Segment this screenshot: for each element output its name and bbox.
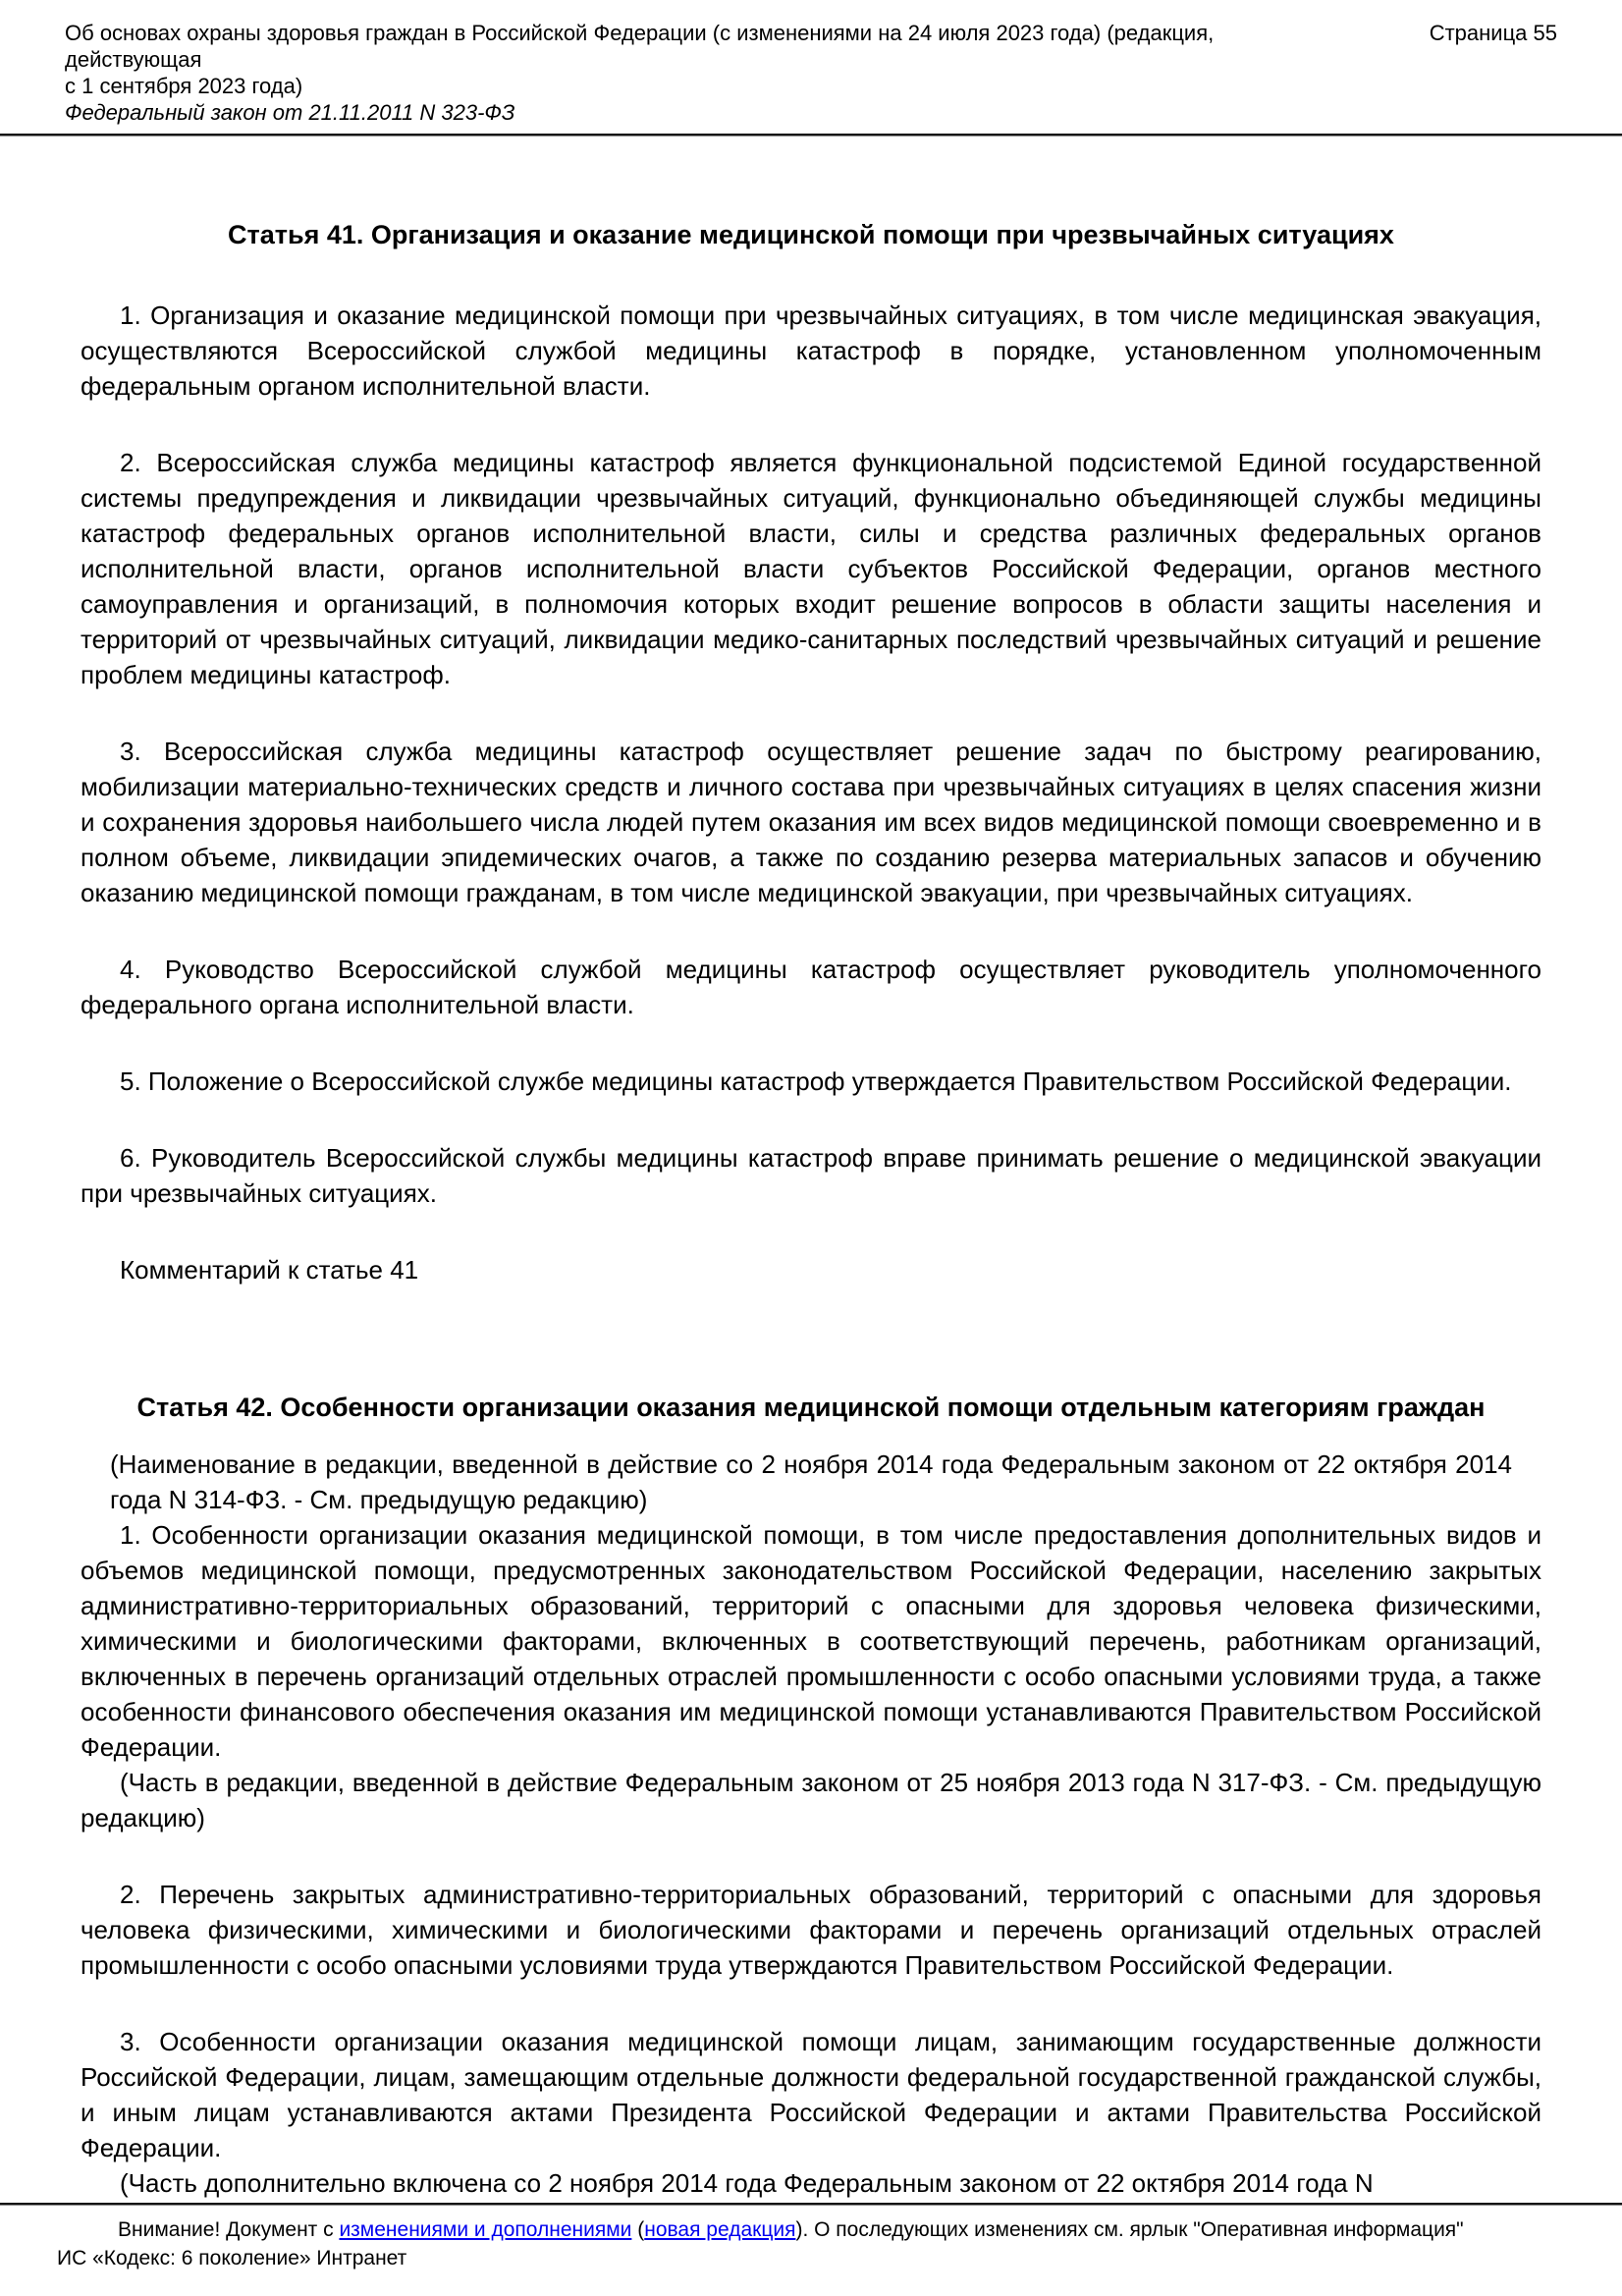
article-41-comment: Комментарий к статье 41 [120,1255,419,1285]
article-41-paragraph-2: 2. Всероссийская служба медицины катастроф является функциональной подсистемой Единой государственной системы предупреждения и ликвидации чрезвычайных ситуаций, функционально объединяющей службы медицины катастроф федеральных органов исполнительной власти, силы и средства различных федеральных органов исполнительной власти, органов исполнительной власти субъектов Российской Федерации, органов местного самоуправления и организаций, в полномочия которых входит решение вопросов в области защиты населения и территорий от чрезвычайных ситуаций, ликвидации медико-санитарных последствий чрезвычайных ситуаций и решение проблем медицины катастроф. [81,448,1541,689]
article-42-paragraph-3-note: (Часть дополнительно включена со 2 ноября 2014 года Федеральным законом от 22 октября 2014 года N [120,2168,1374,2198]
amendments-link[interactable]: изменениями и дополнениями [339,2218,632,2241]
article-42-paragraph-1-note: (Часть в редакции, введенной в действие Федеральным законом от 25 ноября 2013 года N 317-ФЗ. - См. предыдущую редакцию) [81,1768,1541,1832]
new-edition-link[interactable]: новая редакция [644,2218,796,2241]
page-number-label: Страница 55 [1429,21,1557,45]
article-41-paragraph-3: 3. Всероссийская служба медицины катастроф осуществляет решение задач по быстрому реагированию, мобилизации материально-технических средств и личного состава при чрезвычайных ситуациях в целях спасения жизни и сохранения здоровья наибольшего числа людей путем оказания им всех видов медицинской помощи своевременно и в полном объеме, ликвидации эпидемических очагов, а также по созданию резерва материальных запасов и обучению оказанию медицинской помощи гражданам, в том числе медицинской эвакуации, при чрезвычайных ситуациях. [81,737,1541,907]
article-41-paragraph-1: 1. Организация и оказание медицинской помощи при чрезвычайных ситуациях, в том числе медицинская эвакуация, осуществляются Всероссийской службой медицины катастроф в порядке, установленном уполномоченным федеральным органом исполнительной власти. [81,301,1541,401]
footer-notice-suffix: ). О последующих изменениях см. ярлык "Оперативная информация" [795,2218,1464,2241]
document-subtitle: Федеральный закон от 21.11.2011 N 323-ФЗ [65,100,515,125]
document-body [0,137,1622,2201]
article-42-title-note: (Наименование в редакции, введенной в действие со 2 ноября 2014 года Федеральным законом от 22 октября 2014 года N 314-ФЗ. - См. предыдущую редакцию) [110,1449,1512,1514]
article-42-paragraph-1: 1. Особенности организации оказания медицинской помощи, в том числе предоставления дополнительных видов и объемов медицинской помощи, предусмотренных законодательством Российской Федерации, населению закрытых административно-территориальных образований, территорий с опасными для здоровья человека физическими, химическими и биологическими факторами, включенных в соответствующий перечень, работникам организаций, включенных в перечень организаций отдельных отраслей промышленности с особо опасными условиями труда, а также особенности финансового обеспечения оказания им медицинской помощи устанавливаются Правительством Российской Федерации. [81,1520,1541,1762]
document-title-line1: Об основах охраны здоровья граждан в Российской Федерации (с изменениями на 24 июля 2023 года) (редакция, действующая [65,21,1215,72]
page-footer [0,2206,1622,2296]
footer-notice-mid: ( [631,2218,645,2241]
footer-notice-prefix: Внимание! Документ с [118,2218,340,2241]
footer-notice [57,2215,1565,2244]
article-41-paragraph-6: 6. Руководитель Всероссийской службы медицины катастроф вправе принимать решение о медицинской эвакуации при чрезвычайных ситуациях. [81,1143,1541,1208]
article-42-heading: Статья 42. Особенности организации оказания медицинской помощи отдельным категориям граждан [136,1393,1486,1422]
system-label: ИС «Кодекс: 6 поколение» Интранет [57,2247,407,2269]
article-42-paragraph-2: 2. Перечень закрытых административно-территориальных образований, территорий с опасными для здоровья человека физическими, химическими и биологическими факторами и перечень организаций отдельных отраслей промышленности с особо опасными условиями труда утверждаются Правительством Российской Федерации. [81,1880,1541,1980]
page-header [0,0,1622,134]
document-title [65,20,1331,99]
article-42-paragraph-3: 3. Особенности организации оказания медицинской помощи лицам, занимающим государственные должности Российской Федерации, лицам, замещающим отдельные должности федеральной государственной гражданской службы, и иным лицам устанавливаются актами Президента Российской Федерации и актами Правительства Российской Федерации. [81,2027,1541,2162]
article-41-paragraph-5: 5. Положение о Всероссийской службе медицины катастроф утверждается Правительством Российской Федерации. [120,1066,1512,1096]
article-41-paragraph-4: 4. Руководство Всероссийской службой медицины катастроф осуществляет руководитель уполномоченного федерального органа исполнительной власти. [81,955,1541,1019]
article-41-heading: Статья 41. Организация и оказание медицинской помощи при чрезвычайных ситуациях [228,220,1394,249]
document-title-line2: с 1 сентября 2023 года) [65,74,303,98]
